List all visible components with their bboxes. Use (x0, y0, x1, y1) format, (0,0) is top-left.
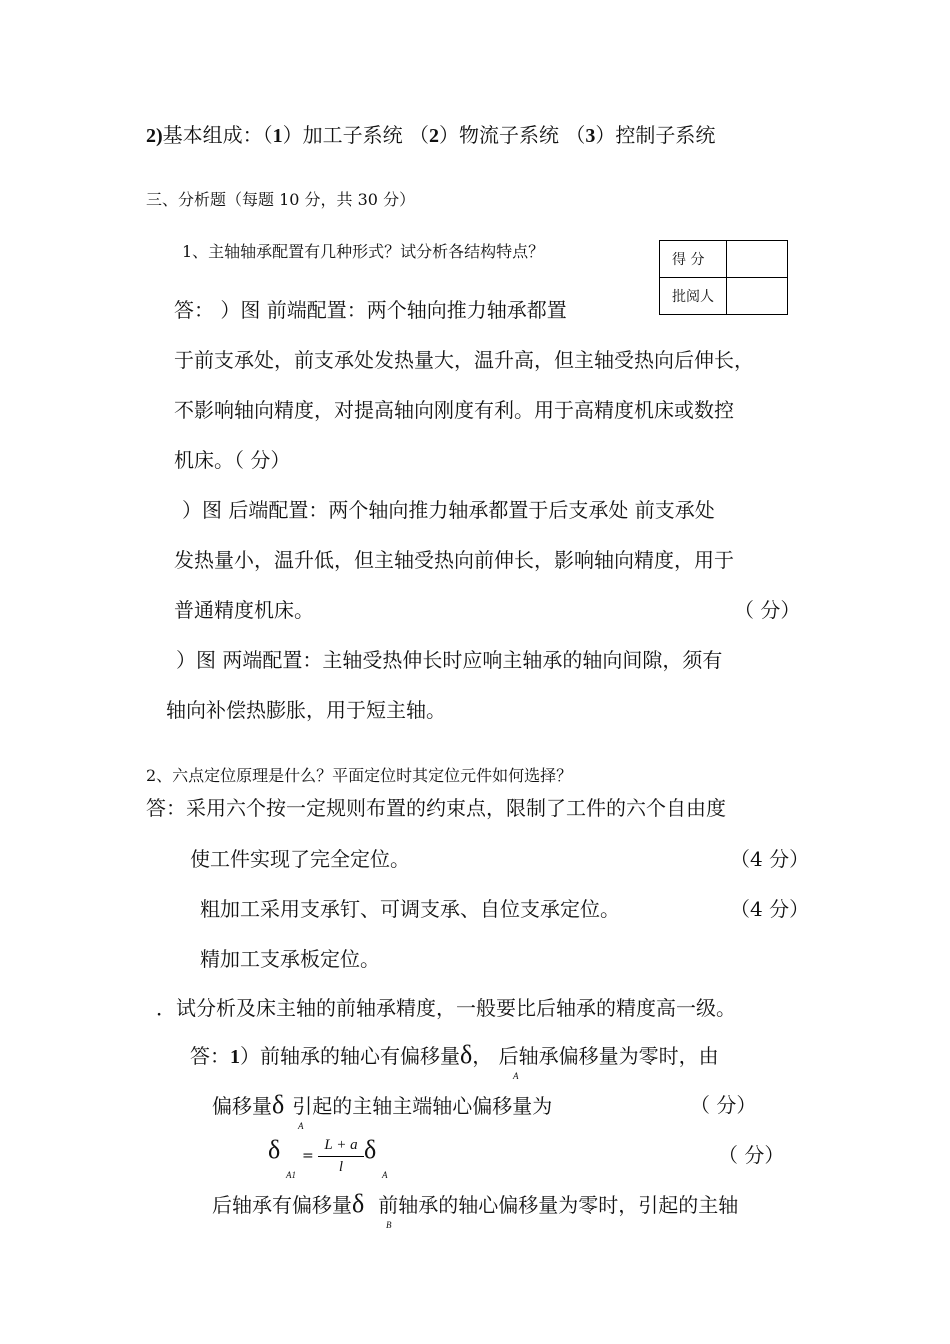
q1-answer-line: 轴向补偿热膨胀，用于短主轴。 (166, 698, 446, 722)
heading-text-c: ）物流子系统 （ (439, 123, 586, 147)
heading-text: 基本组成：（ (162, 123, 273, 147)
q1-score-note: （ 分） (734, 598, 801, 622)
q2-question: 2、六点定位原理是什么？平面定位时其定位元件如何选择？ (146, 766, 573, 785)
q2-score-b: （4 分） (730, 897, 810, 921)
q3-question: ．试分析及床主轴的前轴承精度，一般要比后轴承的精度高一级。 (156, 996, 736, 1020)
q3-line4-prefix: 后轴承有偏移量 (212, 1193, 352, 1217)
q3-line1-num: 1 (230, 1046, 240, 1068)
heading-num-2: 2 (429, 125, 440, 147)
q2-answer-line: 答：采用六个按一定规则布置的约束点，限制了工件的六个自由度 (146, 796, 726, 820)
grader-label: 批阅人 (660, 278, 727, 315)
delta-subscript: A (298, 1121, 304, 1131)
q3-line1-prefix: 答： (190, 1044, 230, 1068)
formula-equals: = (302, 1148, 314, 1164)
q1-answer-line: 发热量小，温升低，但主轴受热向前伸长，影响轴向精度，用于 (174, 548, 734, 572)
delta-subscript: B (386, 1220, 392, 1230)
q1-answer-line: 不影响轴向精度，对提高轴向刚度有利。用于高精度机床或数控 (174, 398, 734, 422)
grader-value-cell[interactable] (727, 278, 788, 315)
q3-line2-score: （ 分） (690, 1093, 757, 1117)
q1-answer-line: 于前支承处，前支承处发热量大，温升高，但主轴受热向后伸长， (174, 348, 754, 372)
q3-line1-text: ）前轴承的轴心有偏移量 (240, 1044, 460, 1068)
delta-symbol: δ (352, 1189, 365, 1218)
formula-lhs-subscript: A1 (286, 1170, 296, 1180)
delta-subscript: A (513, 1071, 519, 1081)
q3-line-1 (190, 1041, 719, 1071)
score-box (659, 240, 788, 315)
formula-denominator: l (338, 1159, 344, 1175)
q3-line-4 (212, 1190, 738, 1219)
q1-answer-line: 普通精度机床。 (174, 598, 314, 622)
q2-answer-line: 使工件实现了完全定位。 (190, 847, 410, 871)
formula-fraction (318, 1137, 364, 1176)
q3-line-2 (212, 1091, 552, 1120)
formula-score: （ 分） (718, 1143, 785, 1167)
heading-text-d: ）控制子系统 (595, 123, 716, 147)
fraction-bar (318, 1156, 364, 1157)
q2-answer-line: 粗加工采用支承钉、可调支承、自位支承定位。 (200, 897, 620, 921)
q1-question: 1、主轴轴承配置有几种形式？试分析各结构特点？ (182, 242, 545, 261)
q2-score-a: （4 分） (730, 847, 810, 871)
q1-answer-line: ）图 两端配置：主轴受热伸长时应响主轴承的轴向间隙，须有 (176, 648, 723, 672)
q2-answer-line: 精加工支承板定位。 (200, 947, 380, 971)
q1-answer-line: ）图 后端配置：两个轴向推力轴承都置于后支承处 前支承处 (182, 498, 715, 522)
formula-rhs-subscript: A (382, 1170, 388, 1180)
heading-num-3: 3 (585, 125, 596, 147)
composition-heading (146, 121, 715, 150)
heading-lead: 2) (146, 125, 163, 147)
q3-line2-text: 引起的主轴主端轴心偏移量为 (292, 1094, 553, 1118)
section-title: 三、分析题（每题 10 分，共 30 分） (146, 190, 416, 209)
heading-num-1: 1 (272, 125, 283, 147)
q1-answer-line: 答： ）图 前端配置：两个轴向推力轴承都置 (174, 298, 567, 322)
formula-delta-lhs: δ (268, 1135, 281, 1164)
heading-text-b: ）加工子系统 （ (282, 123, 430, 147)
score-label: 得 分 (660, 241, 727, 278)
q3-line1-text-b: ， 后轴承偏移量为零时，由 (472, 1044, 719, 1068)
q3-line2-prefix: 偏移量 (212, 1094, 272, 1118)
delta-symbol: δ (272, 1090, 285, 1119)
delta-symbol: δ (460, 1040, 473, 1069)
formula-delta-rhs: δ (364, 1135, 377, 1164)
q1-answer-line: 机床。（ 分） (174, 448, 291, 472)
q3-line4-text: 前轴承的轴心偏移量为零时，引起的主轴 (378, 1193, 739, 1217)
formula-numerator: L + a (324, 1137, 358, 1153)
score-value-cell[interactable] (727, 241, 788, 278)
